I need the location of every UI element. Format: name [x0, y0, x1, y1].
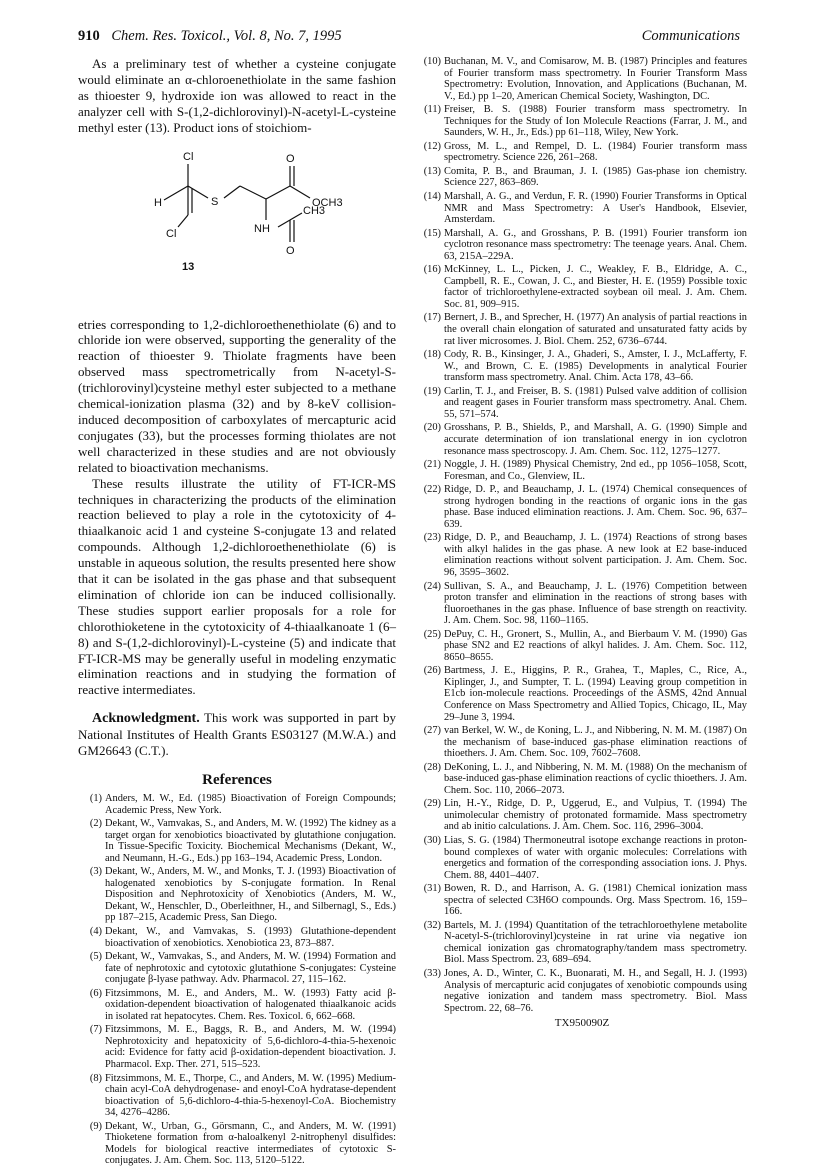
reference-number: (11) — [424, 104, 441, 116]
reference-number: (2) — [89, 818, 102, 830]
reference-text: Bartels, M. J. (1994) Quantitation of the tetrachloroethylene metabolite N-acetyl-S-(trichlorovinyl)cysteine in rat urine via negative ion chemical ionization gas chromatography/tandem mass spectrometry. Biol. Mass Spectrom. 23, 689–694. — [444, 919, 747, 966]
running-header — [78, 28, 740, 48]
reference-text: Cody, R. B., Kinsinger, J. A., Ghaderi, S., Amster, I. J., McLafferty, F. W., and Brown, C. E. (1985) Developments in analytical Fourier transform mass spectrometry. Anal. Chim. Acta 178, 43–66. — [444, 349, 747, 384]
reference-text: Marshall, A. G., and Verdun, F. R. (1990) Fourier Transforms in Optical NMR and Mass Spectrometry: A User's Handbook, Elsevier, Amsterdam. — [444, 191, 747, 226]
reference-number: (5) — [89, 951, 102, 963]
reference-number: (25) — [423, 628, 441, 640]
bond-c2-cl — [178, 215, 188, 227]
reference-number: (10) — [423, 56, 441, 67]
reference-text: Bowen, R. D., and Harrison, A. G. (1981) Chemical ionization mass spectra of selected C3H6O compounds. Org. Mass Spectrom. 16, 159–166. — [444, 883, 747, 918]
reference-text: Fitzsimmons, M. E., Thorpe, C., and Anders, M. W. (1995) Medium-chain acyl-CoA dehydrogenase- and enoyl-CoA hydratase-dependent bioactivation of 5,6-dichloro-4-thia-5-hexenoyl-CoA. Biochemistry 34, 4276–4286. — [105, 1072, 396, 1119]
reference-text: Bernert, J. B., and Sprecher, H. (1977) An analysis of partial reactions in the overall chain elongation of saturated and unsaturated fatty acids by rat liver microsomes. J. Biol. Chem. 252, 6736–6744. — [444, 312, 747, 347]
acknowledgment-text: This work was supported in part by National Institutes of Health Grants ES03127 (M.W.A.) and GM26643 (C.T.). — [78, 710, 396, 759]
reference-text: Dekant, W., Vamvakas, S., and Anders, M. W. (1992) The kidney as a target organ for xenobiotics bioactivated by glutathione conjugation. In Tissue-Specific Toxicity. Biochemical Mechanisms (Dekant, W., and Neumann, H.-G., Eds.) pp 163–194, Academic Press, London. — [105, 818, 396, 864]
bond-c1-s — [188, 186, 208, 198]
reference-number: (24) — [423, 580, 441, 592]
reference-item — [417, 581, 747, 627]
reference-number: (30) — [423, 835, 441, 846]
reference-text: Dekant, W., Urban, G., Görsmann, C., and Anders, M. W. (1991) Thioketene formation from α-haloalkenyl 2-nitrophenyl disulfides: Models for biological reactive intermediates of cytotoxic S-conjugates. J. Am. Chem. Soc. 113, 5120–5122. — [105, 1120, 396, 1167]
reference-text: Buchanan, M. V., and Comisarow, M. B. (1987) Principles and features of Fourier transform mass spectrometry. In Fourier Transform Mass Spectrometry: Evolution, Innovation, and Applications (Buchanan, M. V., Ed.) pp 1–20, American Chemical Society, Washington, DC. — [444, 56, 747, 102]
reference-item — [78, 1024, 396, 1070]
reference-text: Dekant, W., and Vamvakas, S. (1993) Glutathione-dependent bioactivation of xenobiotics. Xenobiotica 23, 873–887. — [105, 926, 396, 949]
reference-text: Dekant, W., Anders, M. W., and Monks, T. J. (1993) Bioactivation of halogenated xenobiotics by S-conjugate formation. In Renal Disposition and Nephrotoxicity of Xenobiotics (Anders, M. W., Dekant, W., Henschler, D., Oberleithner, H., and Silbernagl, S., Eds.) pp 187–215, Academic Press, San Diego. — [105, 866, 396, 924]
reference-number: (20) — [423, 422, 441, 434]
reference-item — [417, 312, 747, 347]
reference-text: Lin, H.-Y., Ridge, D. P., Uggerud, E., and Vulpius, T. (1994) The unimolecular chemistry of protonated formamide. Mass spectrometry and ab initio calculations. J. Am. Chem. Soc. 116, 2996–3004. — [444, 798, 747, 833]
reference-text: Gross, M. L., and Rempel, D. L. (1984) Fourier transform mass spectrometry. Science 226, 261–268. — [444, 140, 747, 164]
chemical-structure-13 — [78, 140, 396, 310]
reference-item — [417, 228, 747, 263]
reference-item — [417, 629, 747, 664]
reference-number: (15) — [423, 227, 441, 239]
reference-item — [417, 386, 747, 421]
reference-text: Dekant, W., Vamvakas, S., and Anders, M. W. (1994) Formation and fate of nephrotoxic and cytotoxic glutathione S-conjugates: Cysteine conjugate β-lyase pathway. Adv. Pharmacol. 27, 115–162. — [105, 951, 396, 986]
reference-item — [417, 532, 747, 578]
reference-item — [78, 926, 396, 949]
reference-number: (23) — [423, 532, 441, 544]
reference-text: DeKoning, L. J., and Nibbering, N. M. M. (1988) On the mechanism of base-induced gas-phase elimination reactions of cyclic thioethers. J. Am. Chem. Soc. 110, 2066–2073. — [444, 761, 747, 796]
reference-item — [417, 798, 747, 833]
reference-text: Anders, M. W., Ed. (1985) Bioactivation of Foreign Compounds; Academic Press, New York. — [105, 793, 396, 816]
reference-text: Freiser, B. S. (1988) Fourier transform mass spectrometry. In Techniques for the Study of Ion Molecule Reactions (Farrar, J. M., and Saunders, W. H., Jr., Eds.) pp 61–118, Wiley, New York. — [444, 104, 747, 139]
reference-text: McKinney, L. L., Picken, J. C., Weakley, F. B., Eldridge, A. C., Campbell, R. E., Cowan, J. C., and Biester, H. E. (1959) Possible toxic factor of trichloroethylene-extracted soybean oil meal. J. Am. Chem. Soc. 81, 909–915. — [444, 264, 747, 310]
reference-number: (22) — [423, 484, 441, 496]
right-column — [417, 56, 747, 1029]
reference-number: (21) — [423, 459, 441, 471]
acknowledgment — [78, 710, 396, 759]
page-number: 910 — [78, 28, 100, 44]
bond-nh-cac — [278, 220, 290, 227]
reference-number: (3) — [89, 866, 102, 878]
body-paragraph-1: As a preliminary test of whether a cysteine conjugate would eliminate an α-chloroenethiolate in the same fashion as thioester 9, hydroxide ion was allowed to react in the analyzer cell with S-(1,2-dichlorovinyl)-N-acetyl-L-cysteine methyl ester (13). Product ions of stoichiom- — [78, 56, 396, 135]
reference-number: (4) — [89, 926, 102, 938]
bond-c-och3 — [290, 186, 310, 198]
references-list-right — [417, 56, 747, 1014]
reference-text: Bartmess, J. E., Higgins, P. R., Grahea, T., Maples, C., Rice, A., Kiplinger, J., and Sumpter, T. L. (1994) Leaving group competition in E1cb ion-molecule reactions. Proceedings of the ASMS, 42nd Annual Conference on Mass Spectrometry and Allied Topics, Chicago, IL, May 29–June 3, 1994. — [444, 665, 747, 723]
atom-o-bottom: O — [286, 244, 295, 257]
atom-ch3: CH3 — [303, 204, 326, 217]
atom-nh: NH — [254, 222, 270, 235]
atom-o-top: O — [286, 152, 295, 165]
reference-text: Noggle, J. H. (1989) Physical Chemistry, 2nd ed., pp 1056–1058, Scott, Foresman, and Co., Glenview, IL. — [444, 459, 747, 482]
bond-cac-ch3 — [290, 213, 302, 220]
reference-item — [78, 818, 396, 864]
reference-text: Marshall, A. G., and Grosshans, P. B. (1991) Fourier transform ion cyclotron resonance mass spectrometry: The teenage years. Anal. Chem. 63, 215A–229A. — [444, 227, 747, 262]
reference-item — [417, 920, 747, 966]
reference-item — [417, 166, 747, 189]
reference-text: DePuy, C. H., Gronert, S., Mullin, A., and Bierbaum V. M. (1990) Gas phase SN2 and E2 reactions of alkyl halides. J. Am. Chem. Soc. 112, 8650–8655. — [444, 628, 747, 663]
reference-text: Ridge, D. P., and Beauchamp, J. L. (1974) Chemical consequences of strong hydrogen bonding in the reactions of organic ions in the gas phase. Base induced elimination reactions. J. Am. Chem. Soc. 96, 637–639. — [444, 484, 747, 530]
reference-number: (18) — [423, 349, 441, 361]
reference-number: (9) — [89, 1120, 102, 1132]
reference-number: (17) — [423, 312, 441, 324]
reference-number: (16) — [423, 264, 441, 276]
reference-number: (28) — [423, 761, 441, 773]
reference-item — [78, 1073, 396, 1119]
section-name: Communications — [641, 28, 740, 44]
reference-item — [78, 1121, 396, 1167]
reference-number: (6) — [89, 987, 102, 999]
reference-item — [417, 762, 747, 797]
reference-item — [417, 835, 747, 881]
reference-item — [417, 725, 747, 760]
reference-number: (7) — [89, 1024, 102, 1036]
reference-number: (33) — [423, 968, 441, 980]
reference-text: Carlin, T. J., and Freiser, B. S. (1981) Pulsed valve addition of collision and reagent gases in Fourier transform mass spectrometry. Anal. Chem. 55, 571–574. — [444, 385, 747, 420]
reference-item — [417, 459, 747, 482]
reference-number: (1) — [89, 793, 102, 804]
reference-number: (29) — [423, 798, 441, 810]
atom-cl-bottom: Cl — [166, 227, 177, 240]
reference-text: Sullivan, S. A., and Beauchamp, J. L. (1976) Competition between proton transfer and elimination in the reactions of strong bases with fluoroethanes in the gas phase. Influence of base strength on reactivity. J. Am. Chem. Soc. 98, 1160–1165. — [444, 580, 747, 627]
reference-item — [417, 141, 747, 164]
reference-number: (27) — [423, 725, 441, 737]
reference-text: Fitzsimmons, M. E., and Anders, M.. W. (1993) Fatty acid β-oxidation-dependent bioactivation of halogenated thiaalkanoic acids in isolated rat hepatocytes. Chem. Res. Toxicol. 6, 662–668. — [105, 987, 396, 1022]
reference-text: Grosshans, P. B., Shields, P., and Marshall, A. G. (1990) Simple and accurate determination of ion translational energy in ion cyclotron resonance mass spectroscopy. J. Am. Chem. Soc. 112, 1275–1277. — [444, 422, 747, 457]
body-paragraph-3: These results illustrate the utility of FT-ICR-MS techniques in characterizing the products of the elimination reaction believed to play a role in the cytotoxicity of 4-thiaalkanoic acid 1 and cysteine S-conjugate 13 and related compounds. Although 1,2-dichloroethenethiolate (6) is unstable in aqueous solution, the results presented here show that it can be isolated in the gas phase and that subsequent elimination of chloride ion can be induced collisionally. These studies support earlier proposals for a role for chlorothioketene in the cytotoxicity of 4-thiaalkanoate 1 (6–8) and S-(1,2-dichlorovinyl)-L-cysteine (5) and indicate that FT-ICR-MS may be generally useful in modeling enzymatic elimination reactions and in studying the formation of reactive intermediates. — [78, 475, 396, 698]
left-column — [78, 56, 396, 1169]
reference-number: (31) — [423, 883, 441, 895]
reference-item — [417, 264, 747, 310]
atom-och3: OCH3 — [312, 196, 343, 209]
atom-s: S — [211, 195, 219, 208]
atom-cl-top: Cl — [183, 150, 194, 163]
bond-s-ch2 — [224, 186, 240, 198]
bond-h-c1 — [164, 186, 188, 200]
reference-item — [417, 968, 747, 1014]
reference-item — [417, 191, 747, 226]
reference-number: (8) — [89, 1072, 102, 1084]
reference-item — [417, 349, 747, 384]
reference-number: (32) — [423, 919, 441, 931]
reference-item — [78, 793, 396, 816]
reference-number: (14) — [423, 191, 441, 203]
reference-item — [417, 883, 747, 918]
reference-item — [78, 988, 396, 1023]
reference-text: Lias, S. G. (1984) Thermoneutral isotope exchange reactions in proton-bound complexes of water with organic molecules: Correlations with energetics and formation of the corresponding association ions. J. Phys. Chem. 88, 4401–4407. — [444, 835, 747, 881]
reference-number: (26) — [423, 665, 441, 677]
reference-item — [417, 422, 747, 457]
reference-number: (12) — [423, 140, 441, 152]
references-heading: References — [202, 772, 272, 788]
reference-text: Comita, P. B., and Brauman, J. I. (1985) Gas-phase ion chemistry. Science 227, 863–869. — [444, 165, 747, 189]
reference-text: van Berkel, W. W., de Koning, L. J., and Nibbering, N. M. M. (1987) On the mechanism of base-induced gas-phase elimination reactions of thioethers. J. Am. Chem. Soc. 109, 7602–7608. — [444, 725, 747, 760]
reference-item — [78, 951, 396, 986]
references-list-left — [78, 793, 396, 1167]
reference-item — [417, 104, 747, 139]
reference-item — [417, 56, 747, 102]
reference-item — [78, 866, 396, 924]
reference-item — [417, 665, 747, 723]
reference-text: Jones, A. D., Winter, C. K., Buonarati, M. H., and Segall, H. J. (1993) Analysis of mercapturic acid conjugates of xenobiotic compounds using negative ionization and tandem mass spectrometry. Biol. Mass Spectrom. 22, 68–76. — [444, 968, 747, 1014]
reference-number: (13) — [423, 165, 441, 177]
reference-text: Ridge, D. P., and Beauchamp, J. L. (1974) Reactions of strong bases with alkyl halides in the gas phase. A new look at E2 base-induced elimination reactions without solvent participation. J. Am. Chem. Soc. 96, 3595–3602. — [444, 532, 747, 578]
bond-ca-cco — [266, 186, 290, 199]
atom-h: H — [154, 196, 162, 209]
reference-number: (19) — [423, 385, 441, 397]
bond-ch2-ca — [240, 186, 266, 199]
acknowledgment-title: Acknowledgment. — [92, 711, 200, 727]
reference-item — [417, 484, 747, 530]
compound-label: 13 — [182, 260, 195, 273]
manuscript-code: TX950090Z — [554, 1017, 610, 1030]
reference-text: Fitzsimmons, M. E., Baggs, R. B., and Anders, M. W. (1994) Nephrotoxicity and hepatoxicity of 5,6-dichloro-4-thia-5-hexenoic acid: Evidence for fatty acid β-oxidation-dependent bioactivation. J. Pharmacol. Exp. Ther. 271, 515–523. — [105, 1024, 396, 1071]
journal-citation: Chem. Res. Toxicol., Vol. 8, No. 7, 1995 — [111, 28, 342, 44]
body-paragraph-2: etries corresponding to 1,2-dichloroethenethiolate (6) and to chloride ion were observed, supporting the generality of the reaction of thioester 9. Thiolate fragments have been observed mass spectrometrically from N-acetyl-S-(trichlorovinyl)cysteine methyl ester subjected to a methane chemical-ionization plasma (32) and by 8-keV collision-induced decomposition of carboxylates of mercapturic acid conjugates (33), but the processes forming thiolates are not well characterized in these studies and are not obviously related to bioactivation mechanisms. — [78, 316, 396, 475]
